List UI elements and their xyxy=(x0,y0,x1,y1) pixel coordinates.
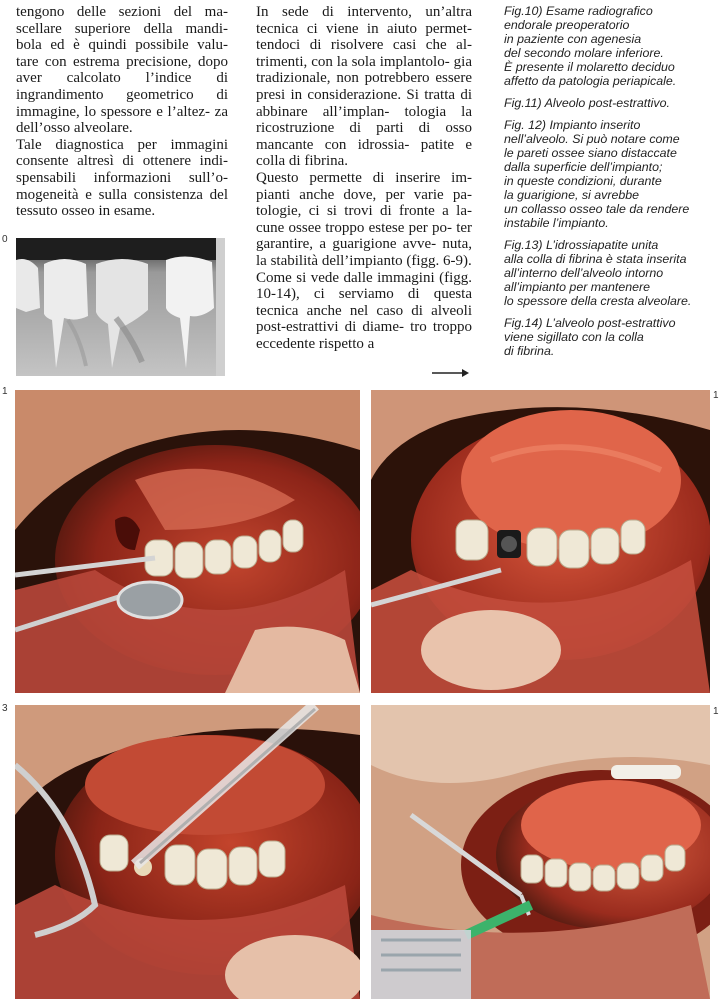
caption-line: Fig.11) Alveolo post-estrattivo. xyxy=(504,96,670,110)
text-line: dopo aver calcolato l’indice di xyxy=(16,53,229,87)
xray-image xyxy=(16,238,225,376)
caption-line: dalla superficie dell’impianto; xyxy=(504,160,663,174)
text-line: di osso mancante con idrossia- xyxy=(256,120,472,153)
figure-number-13: 3 xyxy=(2,703,8,714)
caption-line: Fig.14) L’alveolo post-estrattivo xyxy=(504,316,676,330)
text-line: gia tradizionale, non potrebbero xyxy=(256,53,472,87)
figure-number-12: 1 xyxy=(713,390,719,401)
text-line: trimenti, con la sola implantolo- xyxy=(256,53,450,70)
text-line: tengono delle sezioni del ma- xyxy=(16,4,228,20)
text-line: del tessuto osseo in esame. xyxy=(16,186,228,220)
caption-line: Fig.10) Esame radiografico xyxy=(504,4,653,18)
middle-paragraph-3 xyxy=(256,270,472,353)
caption-line: affetto da patologia periapicale. xyxy=(504,74,677,88)
text-line: cune ossee troppo estese per po- xyxy=(256,219,452,236)
caption-line: un collasso osseo tale da rendere xyxy=(504,202,690,216)
caption-line: È presente il molaretto deciduo xyxy=(504,60,675,74)
caption-line: instabile l’impianto. xyxy=(504,216,609,230)
text-line: mogeneità e sulla consistenza xyxy=(16,186,203,203)
caption-fig12 xyxy=(504,118,716,230)
caption-line: in queste condizioni, durante xyxy=(504,174,662,188)
text-line: spensabili informazioni sull’o- xyxy=(16,169,228,186)
text-line: tologie, ci si trovi di fronte a la- xyxy=(256,203,472,220)
text-line: Questo permette di inserire im- xyxy=(256,169,472,186)
caption-line: alla colla di fibrina è stata inserita xyxy=(504,252,687,266)
text-line: Tale diagnostica per immagini xyxy=(16,136,228,153)
text-line: patite e colla di fibrina. xyxy=(256,136,473,170)
text-line: (figg. 6-9). xyxy=(406,252,472,269)
text-line: immagine, lo spessore e l’altez- xyxy=(16,103,210,120)
caption-line: in paziente con agenesia xyxy=(504,32,642,46)
text-line: tecnica ci viene in aiuto permet- xyxy=(256,20,472,37)
clinical-photo-12 xyxy=(371,390,710,693)
text-line: ter garantire, a guarigione avve- xyxy=(256,219,473,253)
figure-number-11: 1 xyxy=(2,386,8,397)
text-line: za dell’osso alveolare. xyxy=(16,103,228,137)
caption-line: endorale preoperatorio xyxy=(504,18,630,32)
text-line: In sede di intervento, un’altra xyxy=(256,4,472,20)
text-line: tare con estrema precisione, xyxy=(16,53,192,70)
text-line: essere presi in considerazione. xyxy=(256,70,472,103)
caption-fig13 xyxy=(504,238,716,308)
caption-line: del secondo molare inferiore. xyxy=(504,46,664,60)
caption-line: la guarigione, si avrebbe xyxy=(504,188,640,202)
caption-fig10 xyxy=(504,4,716,88)
clinical-photo-14 xyxy=(371,705,710,999)
caption-line: lo spessore della cresta alveolare. xyxy=(504,294,692,308)
text-line: ingrandimento geometrico di xyxy=(16,86,228,103)
caption-line: Fig. 12) Impianto inserito xyxy=(504,118,641,132)
caption-fig11 xyxy=(504,96,716,110)
figure-number-14: 1 xyxy=(713,706,719,717)
text-line: (figg. 10-14), ci serviamo di xyxy=(256,269,473,303)
text-line: pianti anche dove, per varie pa- xyxy=(256,186,472,203)
continue-arrow-icon xyxy=(430,366,470,380)
caption-line: viene sigillato con la colla xyxy=(504,330,644,344)
clinical-photo-11 xyxy=(15,390,360,693)
caption-line: nell’alveolo. Si può notare come xyxy=(504,132,680,146)
middle-paragraph-1 xyxy=(256,4,472,170)
left-text-column xyxy=(16,4,228,220)
captions-column xyxy=(504,4,716,366)
caption-line: le pareti ossee siano distaccate xyxy=(504,146,677,160)
caption-line: Fig.13) L’idrossiapatite unita xyxy=(504,238,659,252)
text-line: Si tratta di abbinare all’implan- xyxy=(256,86,472,120)
left-paragraph-2 xyxy=(16,137,228,220)
text-line: tendoci di risolvere casi che al- xyxy=(256,37,472,54)
clinical-photo-13 xyxy=(15,705,360,999)
text-line: tologia la ricostruzione di parti xyxy=(256,103,472,137)
caption-line: all’impianto per mantenere xyxy=(504,280,651,294)
text-line: questa tecnica anche nel caso di xyxy=(256,286,473,319)
caption-fig14 xyxy=(504,316,716,358)
text-line: nuta, la stabilità dell’impianto xyxy=(256,236,472,269)
text-line: Come si vede dalle immagini xyxy=(256,269,435,286)
text-line: alveoli post-estrattivi di diame- xyxy=(256,302,472,336)
text-line: consente altresì di ottenere indi- xyxy=(16,153,228,170)
caption-line: all’interno dell’alveolo intorno xyxy=(504,266,664,280)
text-line: tro troppo eccedente rispetto a xyxy=(256,319,472,352)
figure-number-10: 0 xyxy=(2,234,8,245)
text-line: scellare superiore della mandi- xyxy=(16,20,228,37)
middle-text-column xyxy=(256,4,472,352)
middle-paragraph-2 xyxy=(256,170,472,270)
left-paragraph-1 xyxy=(16,4,228,137)
caption-line: di fibrina. xyxy=(504,344,555,358)
text-line: bola ed è quindi possibile valu- xyxy=(16,37,228,54)
